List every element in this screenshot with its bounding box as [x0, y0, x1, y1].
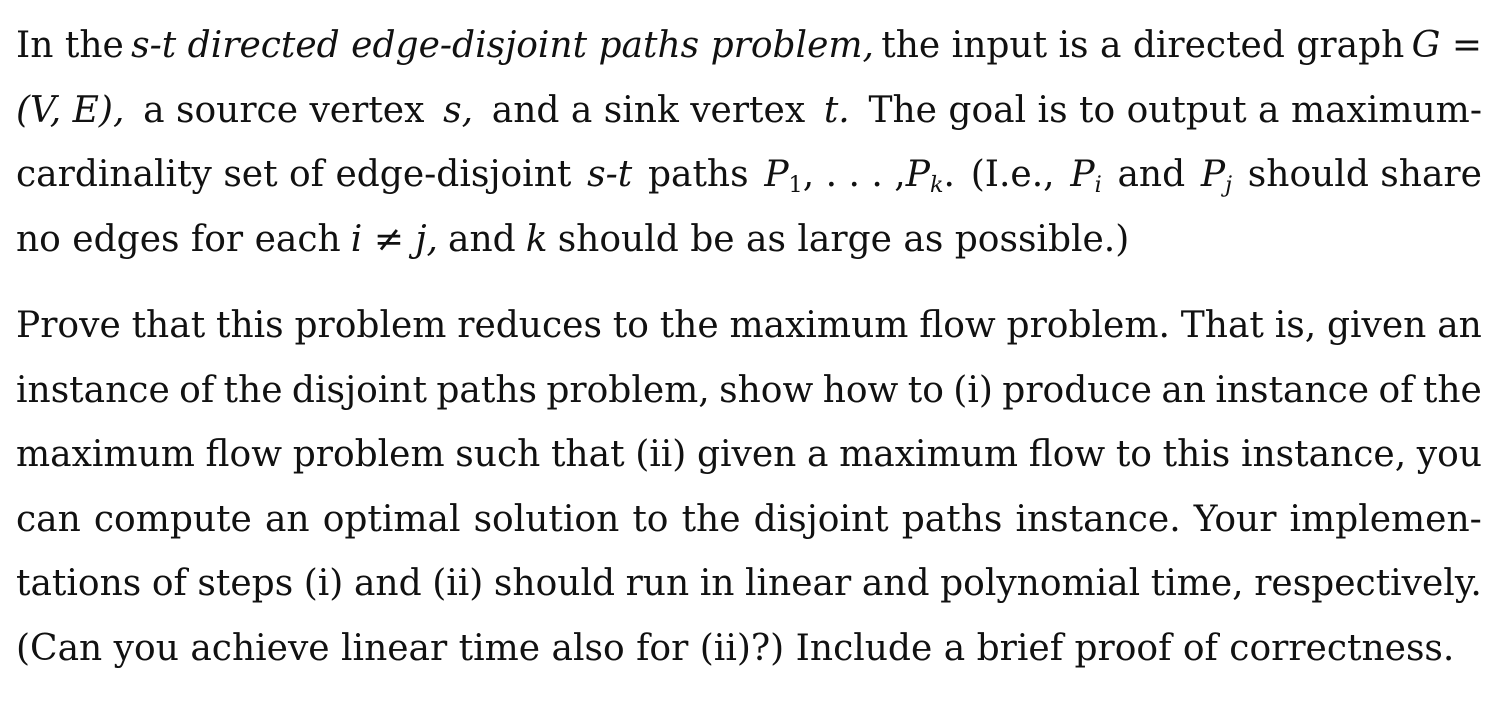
word: to: [612, 305, 649, 346]
word: flow: [205, 434, 283, 475]
word: an: [1437, 305, 1482, 346]
word: implemen-: [1289, 498, 1482, 540]
word: disjoint: [291, 369, 427, 411]
word: that: [550, 434, 625, 475]
math-path-i: [1070, 143, 1101, 208]
word: Prove: [16, 305, 121, 346]
word: to: [632, 498, 669, 540]
text-line: [16, 79, 1482, 144]
word: problem: [294, 305, 447, 346]
word: instance.: [1015, 498, 1181, 540]
word: maximum: [729, 305, 909, 346]
math-P: P: [1200, 154, 1226, 195]
word: and: [861, 563, 930, 604]
text-run: a source vertex: [143, 89, 425, 131]
word: to: [907, 369, 944, 411]
word: tations: [16, 563, 142, 604]
word: optimal: [322, 498, 461, 540]
word: flow: [919, 305, 996, 346]
math-source: s,: [443, 89, 474, 131]
word: this: [216, 305, 284, 346]
word: paths: [901, 498, 1003, 540]
word: disjoint: [753, 498, 889, 540]
word: the: [681, 498, 741, 540]
word: an: [1161, 369, 1206, 411]
word: of: [151, 563, 187, 604]
word: run: [625, 563, 690, 604]
word: (i): [303, 563, 344, 604]
word: the: [223, 369, 283, 411]
text-line: [16, 294, 1482, 359]
word: (ii): [635, 434, 687, 475]
math-subscript: k: [929, 172, 944, 199]
word: maximum: [16, 434, 195, 475]
text-run: The goal is to output a maximum-: [868, 89, 1482, 131]
word: and: [353, 563, 422, 604]
word: that: [131, 305, 206, 346]
word: compute: [93, 498, 252, 540]
text-run: and: [448, 218, 516, 260]
word: steps: [197, 563, 294, 604]
word: polynomial: [940, 563, 1141, 604]
word: flow: [1028, 434, 1106, 475]
word: of: [1378, 369, 1414, 411]
word: to: [1115, 434, 1152, 475]
word: problem: [292, 434, 445, 475]
word: time,: [1150, 563, 1244, 604]
text-run: no edges for each: [16, 218, 341, 260]
text-run: In the: [16, 25, 124, 66]
math-path-list: [764, 143, 955, 208]
math-sink: t.: [823, 89, 850, 131]
math-k: k: [525, 218, 548, 260]
paragraph-task: [16, 294, 1482, 681]
text-run: should share: [1247, 154, 1482, 195]
text-line: [16, 359, 1482, 424]
text-run: (I.e.,: [970, 154, 1055, 195]
text-run: the input is a directed graph: [881, 25, 1405, 66]
text-line: [16, 143, 1482, 208]
word: instance: [1215, 369, 1370, 411]
word: instance,: [1240, 434, 1407, 475]
text-run: paths: [647, 154, 749, 195]
math-subscript: i: [1094, 172, 1102, 199]
word: produce: [1002, 369, 1152, 411]
word: is,: [1274, 305, 1317, 346]
word: such: [455, 434, 541, 475]
text-line: [16, 552, 1482, 617]
word: respectively.: [1254, 563, 1482, 604]
math-period: .: [943, 154, 955, 195]
word: this: [1162, 434, 1231, 475]
word: Your: [1193, 498, 1277, 540]
word: a: [807, 434, 829, 475]
problem-statement: [16, 14, 1482, 681]
text-run: cardinality set of edge-disjoint: [16, 154, 572, 195]
word: the: [1422, 369, 1482, 411]
text-line: [16, 208, 1482, 273]
text-run: should be as large as possible.): [557, 218, 1130, 260]
text-line: [16, 14, 1482, 79]
word: paths: [436, 369, 537, 411]
math-i-neq-j: i ≠ j,: [350, 218, 438, 260]
word: of: [179, 369, 215, 411]
math-P: P: [905, 154, 930, 195]
paragraph-problem-definition: [16, 14, 1482, 272]
word: an: [264, 498, 310, 540]
word: problem.: [1006, 305, 1170, 346]
word: reduces: [457, 305, 602, 346]
word: That: [1180, 305, 1264, 346]
text-line: [16, 488, 1482, 553]
text-run: (Can you achieve linear time also for (ii)?) Include a brief proof of correctness.: [16, 627, 1455, 669]
word: how: [822, 369, 899, 411]
math-graph: G =: [1411, 25, 1482, 66]
text-line: [16, 617, 1482, 682]
word: should: [493, 563, 615, 604]
word: maximum: [839, 434, 1019, 475]
word: can: [16, 498, 81, 540]
math-st: s-t: [587, 154, 633, 195]
word: instance: [16, 369, 170, 411]
word: linear: [745, 563, 852, 604]
math-subscript: j: [1225, 172, 1233, 199]
word: given: [1326, 305, 1427, 346]
text-run: and: [1117, 154, 1186, 195]
word: problem,: [546, 369, 710, 411]
math-ellipsis: , . . . ,: [802, 154, 906, 195]
text-run: and a sink vertex: [491, 89, 806, 131]
word: the: [659, 305, 719, 346]
word: (i): [953, 369, 993, 411]
math-P: P: [1070, 154, 1095, 195]
word: (ii): [432, 563, 484, 604]
problem-name: s-t directed edge-disjoint paths problem,: [131, 25, 874, 66]
word: solution: [473, 498, 620, 540]
math-path-j: [1201, 143, 1232, 208]
word: in: [699, 563, 735, 604]
math-subscript: 1: [788, 172, 803, 199]
word: you: [1416, 434, 1482, 475]
word: given: [696, 434, 797, 475]
math-vertex-edge-set: (V, E),: [16, 89, 125, 131]
text-line: [16, 423, 1482, 488]
math-P: P: [764, 154, 789, 195]
word: show: [719, 369, 814, 411]
